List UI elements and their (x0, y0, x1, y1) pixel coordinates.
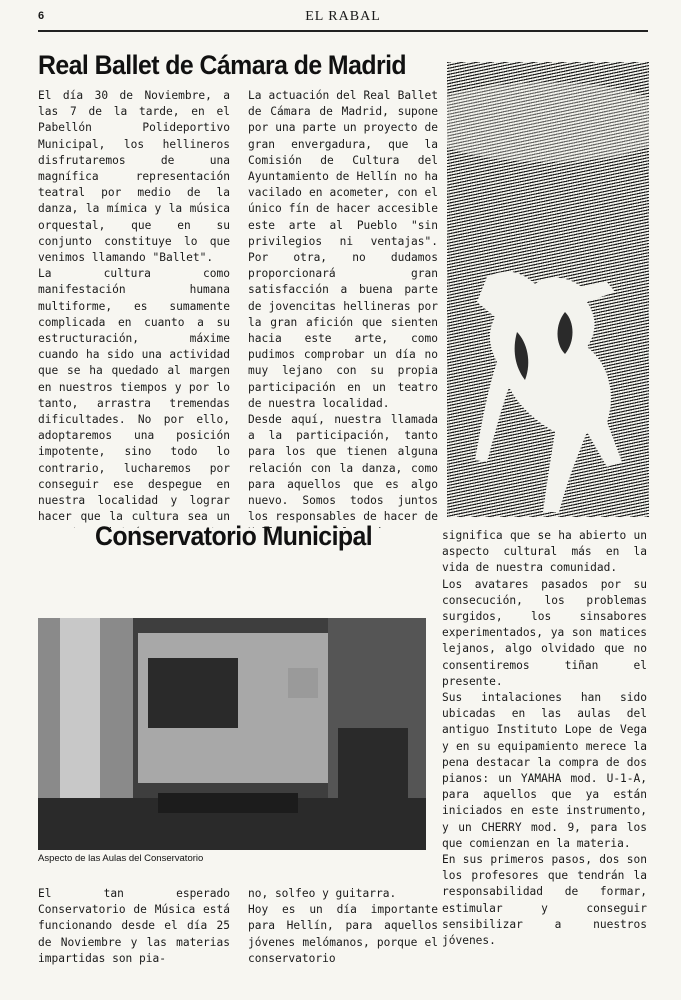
classroom-photo (38, 618, 426, 850)
publication-masthead: EL RABAL (305, 9, 381, 24)
ballet-column-2 (248, 88, 438, 528)
conservatorio-column-1 (38, 886, 230, 986)
conservatorio-paragraph: Sus intalaciones han sido ubicadas en las aulas del antiguo Instituto Lope de Vega y en su equipamiento merece la pena destacar la compra de dos pianos: un YAMAHA mod. U-1-A, para aquellos que ya están iniciados en este instrumento, y un CHERRY mod. 9, para los que comienzan en la materia. (442, 691, 647, 850)
conservatorio-paragraph: En sus primeros pasos, dos son los profesores que tendrán la responsabilidad de formar, estimular y conseguir sensibilizar a nuestros jóvenes. (442, 853, 647, 948)
photo-caption: Aspecto de las Aulas del Conservatorio (38, 853, 204, 864)
conservatorio-column-2 (248, 886, 438, 986)
ballet-dancers-illustration (447, 62, 649, 517)
ballet-paragraph: La cultura como manifestación humana multiforme, es sumamente complicada en cuanto a su estructuración, máxime cuando ha sido una actividad que se ha quedado al margen en nuestros tiempos y por lo tanto, arrastra tremendas dificultades. No por ello, adoptaremos una posición impotente, sino todo lo contrario, lucharemos por conseguir ese despegue en nuestra localidad y lograr hacer que la cultura sea un (38, 267, 230, 524)
conservatorio-paragraph: Hoy es un día importante para Hellín, para aquellos jóvenes melómanos, porque el conservatorio (248, 903, 438, 965)
page-header (38, 8, 648, 32)
ballet-paragraph: La actuación del Real Ballet de Cámara de Madrid, supone por una parte un proyecto de gran envergadura, que la Comisión de Cultura del Ayuntamiento de Hellín no ha vacilado en acometer, con el único fín de hacer accesible este arte al Pueblo "sin privilegios ni ventajas". Por otra, no dudamos proporcionará gran satisfacción a buena parte de jovencitas hellineras por la gran afición que sienten hacia este arte, como pudimos comprobar un día no muy lejano con su propia participación en un teatro de nuestra localidad. (248, 89, 438, 410)
conservatorio-paragraph: Los avatares pasados por su consecución, los problemas surgidos, los sinsabores experimentados, ya son matices lejanos, algo olvidado que no consentiremos tiñan el presente. (442, 577, 647, 688)
conservatorio-article-title: Conservatorio Municipal (95, 521, 373, 551)
conservatorio-paragraph: El tan esperado Conservatorio de Música está funcionando desde el día 25 de Noviembre y las materias impartidas son pia- (38, 887, 230, 965)
ballet-paragraph: Desde aquí, nuestra llamada a la participación, tanto para los que tienen alguna relación con la danza, como para aquellos que es algo nuevo. Somos todos juntos los responsables de hacer de (248, 413, 438, 524)
conservatorio-paragraph: no, solfeo y guitarra. (248, 887, 397, 900)
page-number: 6 (38, 10, 45, 22)
conservatorio-column-3 (442, 528, 647, 963)
ballet-article-title: Real Ballet de Cámara de Madrid (38, 50, 407, 80)
conservatorio-paragraph: significa que se ha abierto un aspecto cultural más en la vida de nuestra comunidad. (442, 529, 647, 575)
ballet-column-1 (38, 88, 230, 528)
ballet-paragraph: El día 30 de Noviembre, a las 7 de la tarde, en el Pabellón Polideportivo Municipal, los hellineros disfrutaremos de una magnífica representación teatral por medio de la danza, la mímica y la música orquestal, que en su conjunto constituye lo que venimos llamando "Ballet". (38, 89, 230, 265)
